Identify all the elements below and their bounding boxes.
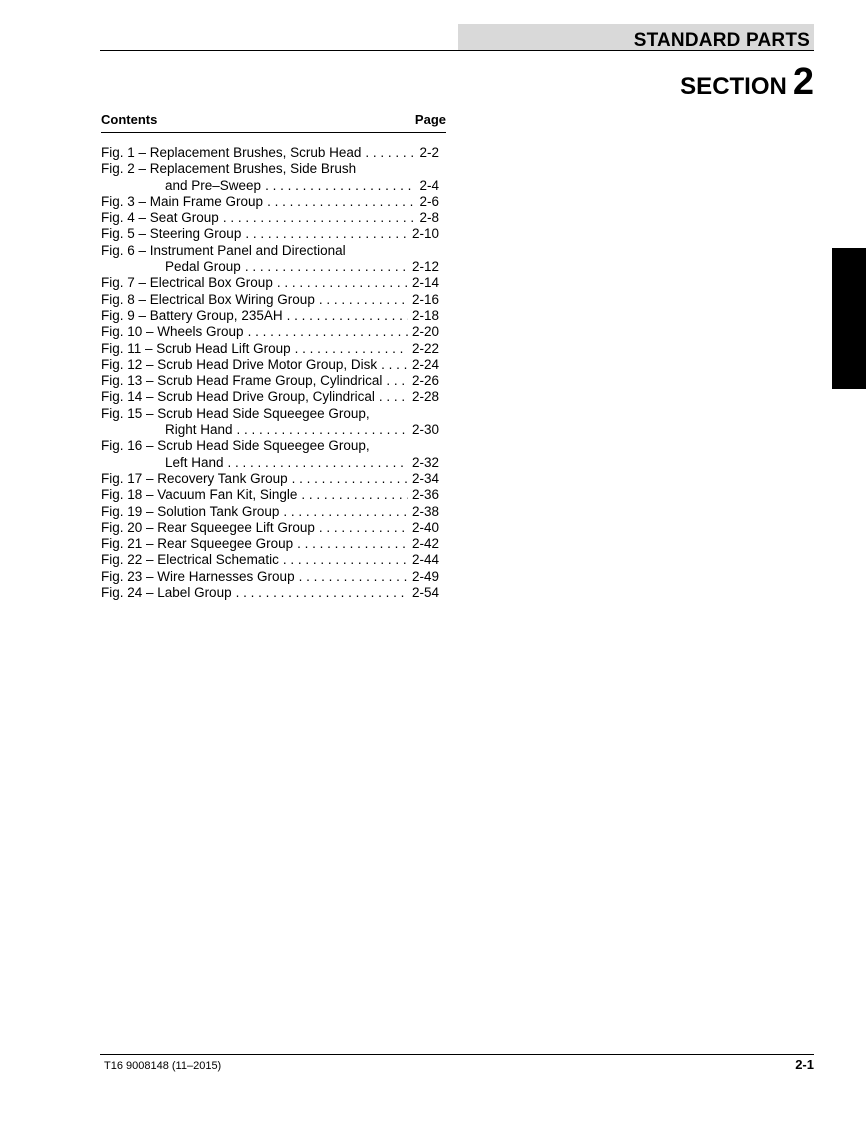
dot-leader — [297, 536, 408, 552]
toc-entry-page: 2-36 — [411, 487, 439, 503]
dot-leader — [365, 145, 415, 161]
toc-entry-line — [101, 357, 439, 373]
dot-leader — [223, 210, 416, 226]
toc-entry-line — [101, 243, 439, 259]
toc-entry-title: Fig. 15 – Scrub Head Side Squeegee Group, — [101, 405, 370, 421]
toc-entry-line — [101, 341, 439, 357]
dot-leader — [265, 178, 415, 194]
toc-entry-title: Fig. 19 – Solution Tank Group — [101, 503, 280, 519]
header-title: STANDARD PARTS — [633, 30, 810, 51]
toc-list — [101, 145, 439, 601]
toc-entry-page: 2-10 — [411, 226, 439, 242]
dot-leader — [319, 292, 408, 308]
toc-entry-title: Fig. 9 – Battery Group, 235AH — [101, 307, 283, 323]
toc-entry-line — [101, 569, 439, 585]
dot-leader — [301, 487, 408, 503]
toc-entry-line — [101, 292, 439, 308]
toc-entry-page: 2-44 — [411, 552, 439, 568]
toc-entry-line — [101, 161, 439, 177]
toc-entry-title: Fig. 5 – Steering Group — [101, 226, 242, 242]
dot-leader — [381, 357, 408, 373]
dot-leader — [236, 585, 408, 601]
toc-entry-line — [101, 145, 439, 161]
toc-entry-page: 2-24 — [411, 356, 439, 372]
toc-entry-title: Pedal Group — [165, 259, 241, 275]
toc-entry-title: Fig. 1 – Replacement Brushes, Scrub Head — [101, 145, 362, 160]
toc-entry-page: 2-2 — [419, 145, 439, 160]
toc-entry-line — [101, 552, 439, 568]
toc-entry-line — [101, 504, 439, 520]
footer-rule — [100, 1054, 814, 1055]
toc-entry-title: Fig. 23 – Wire Harnesses Group — [101, 568, 295, 584]
toc-entry-title: Fig. 17 – Recovery Tank Group — [101, 470, 288, 486]
toc-entry-title: Left Hand — [165, 454, 224, 470]
section-word: SECTION — [680, 73, 787, 100]
toc-entry-title: and Pre–Sweep — [165, 177, 262, 193]
toc-entry-page: 2-30 — [411, 422, 439, 438]
toc-entry-line — [101, 259, 439, 275]
toc-entry-page: 2-12 — [411, 259, 439, 275]
toc-entry-title: Fig. 12 – Scrub Head Drive Motor Group, Disk — [101, 356, 378, 372]
toc-entry-page: 2-32 — [411, 454, 439, 470]
toc-entry-page: 2-6 — [419, 193, 439, 209]
dot-leader — [245, 259, 408, 275]
section-heading — [680, 62, 814, 110]
dot-leader — [283, 552, 408, 568]
dot-leader — [295, 341, 408, 357]
toc-entry-line — [101, 308, 439, 324]
toc-entry-page: 2-38 — [411, 503, 439, 519]
toc-entry-title: Fig. 20 – Rear Squeegee Lift Group — [101, 519, 315, 535]
toc-entry-line — [101, 438, 439, 454]
toc-entry-title: Fig. 14 – Scrub Head Drive Group, Cylindrical — [101, 389, 375, 405]
toc-entry-page: 2-28 — [411, 389, 439, 405]
toc-entry-line — [101, 324, 439, 340]
toc-entry-line — [101, 210, 439, 226]
toc-entry-title: Fig. 16 – Scrub Head Side Squeegee Group, — [101, 438, 370, 454]
contents-label: Contents — [101, 112, 158, 127]
dot-leader — [292, 471, 408, 487]
dot-leader — [283, 504, 408, 520]
toc-entry-title: Fig. 22 – Electrical Schematic — [101, 552, 279, 568]
toc-entry-line — [101, 536, 439, 552]
toc-entry-title: Fig. 2 – Replacement Brushes, Side Brush — [101, 161, 357, 177]
toc-entry-line — [101, 471, 439, 487]
dot-leader — [237, 422, 408, 438]
toc-entry-title: Right Hand — [165, 422, 233, 438]
toc-entry-page: 2-49 — [411, 568, 439, 584]
toc-entry-line — [101, 585, 439, 601]
toc-entry-page: 2-34 — [411, 470, 439, 486]
toc-entry-line — [101, 194, 439, 210]
toc-entry-page: 2-42 — [411, 536, 439, 552]
toc-entry-line — [101, 226, 439, 242]
toc-entry-title: Fig. 4 – Seat Group — [101, 210, 219, 226]
toc-entry-page: 2-14 — [411, 275, 439, 291]
toc-entry-page: 2-20 — [411, 324, 439, 340]
toc-entry-page: 2-26 — [411, 373, 439, 389]
toc-entry-line — [101, 373, 439, 389]
toc-entry-title: Fig. 11 – Scrub Head Lift Group — [101, 340, 291, 356]
toc-entry-page: 2-54 — [411, 585, 439, 601]
toc-entry-page: 2-22 — [411, 340, 439, 356]
toc-entry-title: Fig. 6 – Instrument Panel and Directional — [101, 242, 346, 258]
toc-entry-title: Fig. 10 – Wheels Group — [101, 324, 244, 340]
toc-entry-page: 2-4 — [419, 177, 439, 193]
document-id: T16 9008148 (11–2015) — [104, 1060, 222, 1072]
toc-entry-title: Fig. 18 – Vacuum Fan Kit, Single — [101, 487, 298, 503]
section-number: 2 — [792, 61, 814, 103]
dot-leader — [319, 520, 408, 536]
toc-entry-line — [101, 178, 439, 194]
page-number: 2-1 — [795, 1057, 814, 1072]
dot-leader — [299, 569, 408, 585]
dot-leader — [267, 194, 415, 210]
toc-entry-page: 2-8 — [419, 210, 439, 226]
toc-entry-title: Fig. 3 – Main Frame Group — [101, 193, 264, 209]
table-of-contents — [101, 111, 446, 601]
section-tab-marker — [832, 248, 866, 389]
toc-entry-line — [101, 455, 439, 471]
toc-entry-page: 2-40 — [411, 519, 439, 535]
dot-leader — [277, 275, 408, 291]
toc-header — [101, 111, 446, 133]
toc-entry-title: Fig. 13 – Scrub Head Frame Group, Cylindrical — [101, 373, 383, 389]
toc-entry-line — [101, 406, 439, 422]
toc-entry-line — [101, 422, 439, 438]
toc-entry-line — [101, 520, 439, 536]
dot-leader — [248, 324, 408, 340]
toc-entry-title: Fig. 8 – Electrical Box Wiring Group — [101, 291, 315, 307]
toc-entry-line — [101, 389, 439, 405]
page-label: Page — [414, 112, 446, 127]
dot-leader — [228, 455, 408, 471]
toc-entry-title: Fig. 7 – Electrical Box Group — [101, 275, 273, 291]
dot-leader — [287, 308, 408, 324]
toc-entry-page: 2-18 — [411, 307, 439, 323]
toc-entry-line — [101, 275, 439, 291]
dot-leader — [245, 226, 408, 242]
toc-entry-title: Fig. 21 – Rear Squeegee Group — [101, 536, 294, 552]
toc-entry-page: 2-16 — [411, 291, 439, 307]
toc-entry-title: Fig. 24 – Label Group — [101, 585, 232, 601]
toc-entry-line — [101, 487, 439, 503]
dot-leader — [379, 389, 408, 405]
dot-leader — [386, 373, 408, 389]
